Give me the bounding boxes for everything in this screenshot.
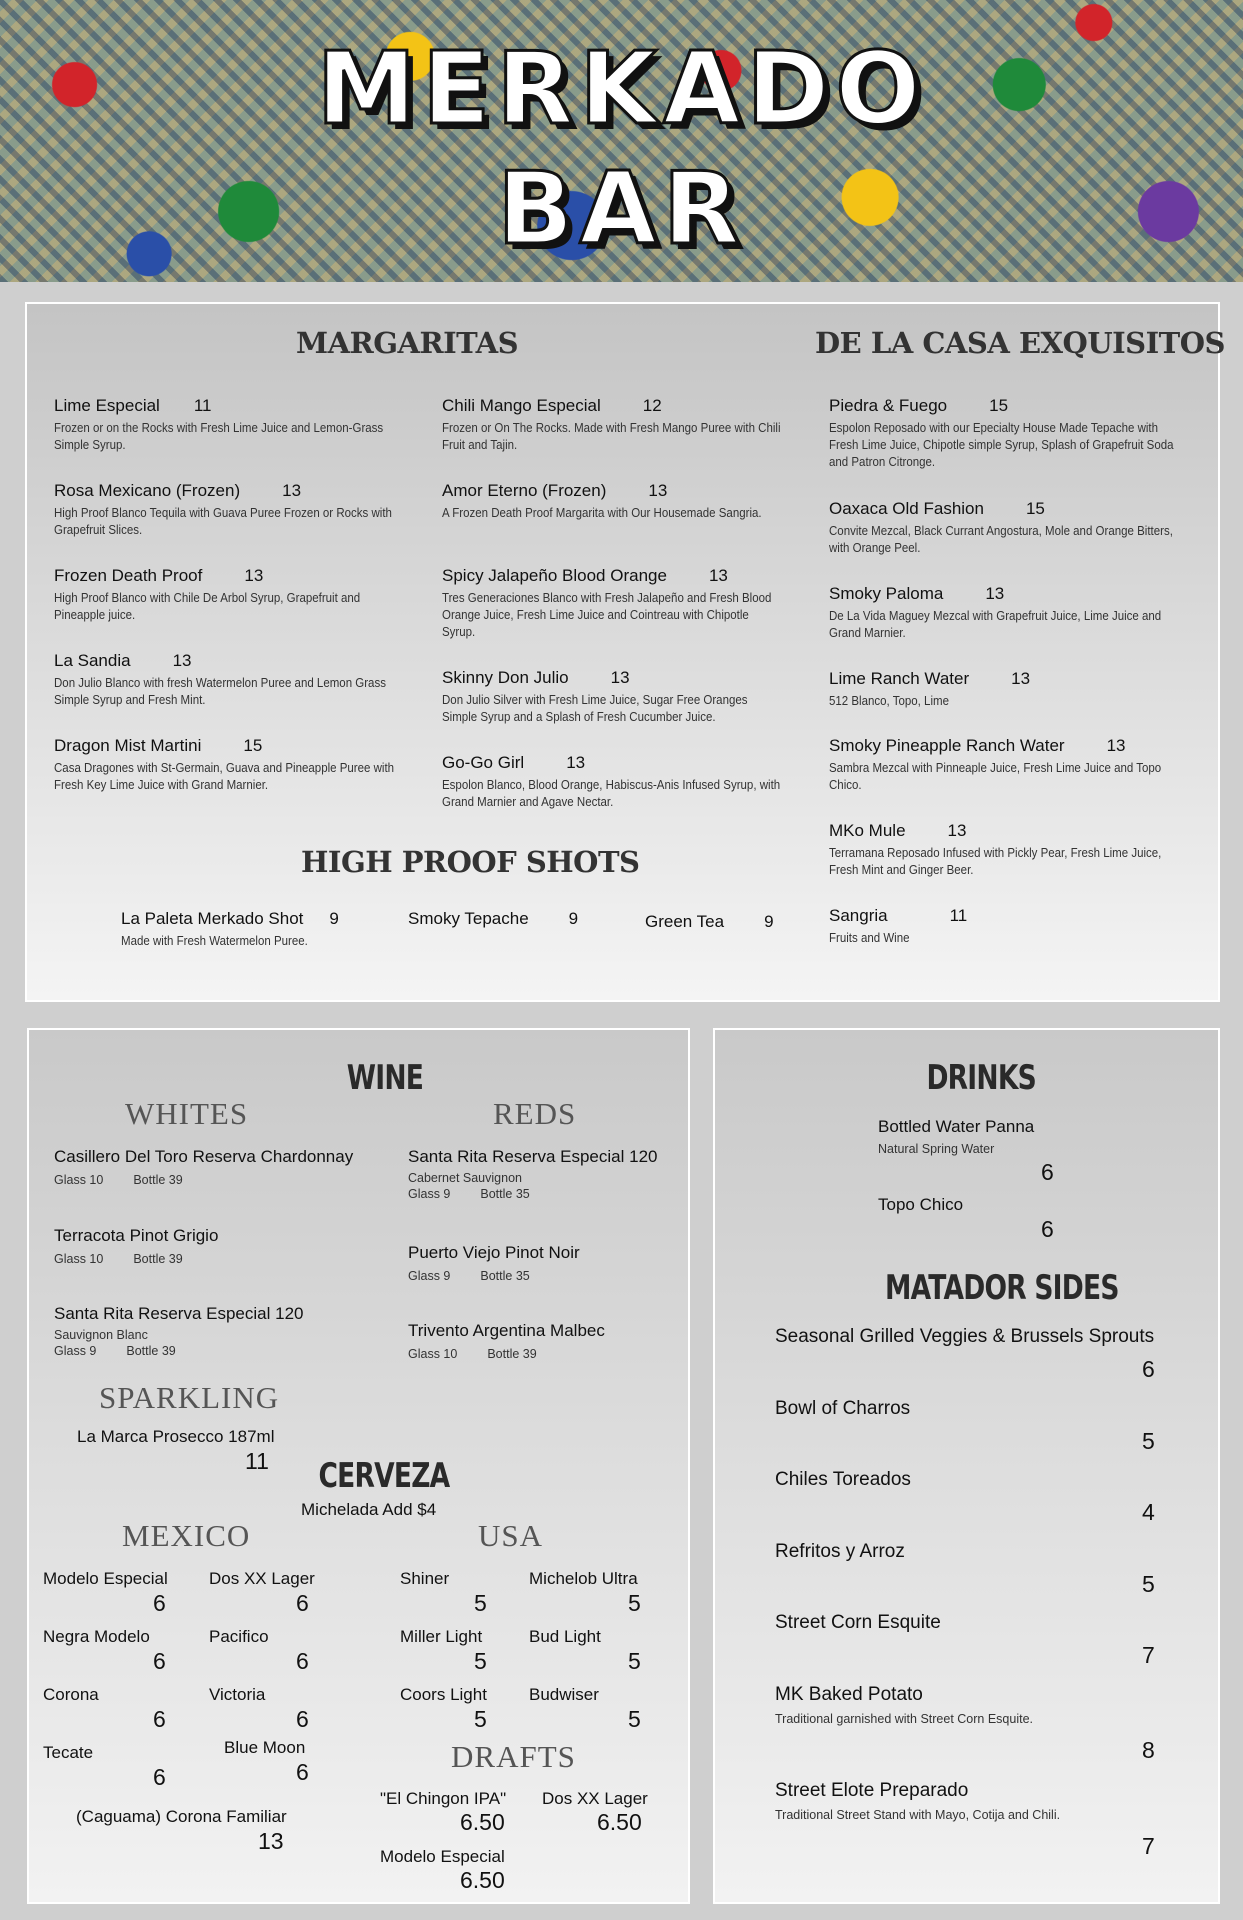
item-description: Tres Generaciones Blanco with Fresh Jalapeño and Fresh Blood Orange Juice, Fresh Lime Juice and Cointreau with Chipotle Syrup. xyxy=(442,591,772,639)
item-price: 11 xyxy=(949,906,968,925)
side-price: 4 xyxy=(1142,1499,1155,1525)
item-price: 15 xyxy=(243,736,263,755)
wine-varietal: Cabernet Sauvignon xyxy=(408,1171,522,1185)
item-name: Oaxaca Old Fashion xyxy=(829,499,984,518)
wine-item xyxy=(54,1147,374,1187)
side-name: Street Elote Preparado xyxy=(775,1780,969,1801)
item-price: 13 xyxy=(610,668,630,687)
menu-item xyxy=(408,909,608,929)
wine-varietal: Sauvignon Blanc xyxy=(54,1328,148,1342)
draft-price: 6.50 xyxy=(460,1809,505,1835)
item-price: 13 xyxy=(648,481,668,500)
wine-item xyxy=(408,1321,678,1361)
menu-item xyxy=(442,753,787,811)
item-price: 13 xyxy=(566,753,586,772)
menu-item xyxy=(829,584,1179,642)
side-price: 7 xyxy=(1142,1833,1155,1859)
side-item xyxy=(775,1780,1175,1822)
menu-item xyxy=(442,668,787,726)
beer-name: Shiner xyxy=(400,1569,450,1588)
bottle-price: Bottle 39 xyxy=(133,1252,183,1266)
wine-name: Terracota Pinot Grigio xyxy=(54,1226,219,1245)
beer-price: 6 xyxy=(296,1706,309,1732)
title-line-2: BAR xyxy=(497,150,746,267)
menu-item xyxy=(54,736,399,794)
wine-item xyxy=(408,1147,678,1201)
draft-price: 6.50 xyxy=(597,1809,642,1835)
item-price: 13 xyxy=(985,584,1005,603)
item-name: Smoky Tepache xyxy=(408,909,529,928)
item-price: 15 xyxy=(989,396,1009,415)
beer-price: 5 xyxy=(628,1706,641,1732)
item-price: 13 xyxy=(1106,736,1126,755)
item-name: Amor Eterno (Frozen) xyxy=(442,481,607,500)
drinks-heading: DRINKS xyxy=(926,1058,1036,1098)
menu-item xyxy=(54,651,399,709)
side-item xyxy=(775,1469,1175,1491)
bottle-price: Bottle 39 xyxy=(126,1344,176,1358)
side-description: Traditional garnished with Street Corn Esquite. xyxy=(775,1712,1034,1726)
title-line-1: MERKADO xyxy=(316,30,927,147)
item-description: Made with Fresh Watermelon Puree. xyxy=(121,934,308,948)
beer-name: Negra Modelo xyxy=(43,1627,150,1646)
item-price: 13 xyxy=(282,481,302,500)
beer-price: 6 xyxy=(296,1648,309,1674)
menu-item xyxy=(645,912,785,932)
item-name: Green Tea xyxy=(645,912,725,931)
menu-item xyxy=(829,396,1179,471)
mexico-heading: MEXICO xyxy=(122,1518,251,1553)
wine-name: Santa Rita Reserva Especial 120 xyxy=(54,1304,304,1323)
beer-price: 13 xyxy=(258,1828,284,1854)
item-description: Casa Dragones with St-Germain, Guava and Pineapple Puree with Fresh Key Lime Juice with Grand Marnier. xyxy=(54,761,395,792)
sparkling-price: 11 xyxy=(245,1448,269,1474)
michelada-note: Michelada Add $4 xyxy=(301,1500,437,1519)
drink-price: 6 xyxy=(1041,1216,1054,1242)
sides-heading: MATADOR SIDES xyxy=(884,1268,1119,1308)
glass-price: Glass 9 xyxy=(408,1187,451,1201)
item-price: 13 xyxy=(172,651,192,670)
side-item xyxy=(775,1398,1175,1420)
beer-name: Modelo Especial xyxy=(43,1569,168,1588)
beer-price: 5 xyxy=(628,1590,641,1616)
item-description: Don Julio Blanco with fresh Watermelon Puree and Lemon Grass Simple Syrup and Fresh Mint. xyxy=(54,676,386,707)
item-name: Spicy Jalapeño Blood Orange xyxy=(442,566,667,585)
wine-item xyxy=(54,1226,374,1266)
casa-heading: DE LA CASA EXQUISITOS xyxy=(815,326,1225,360)
item-name: Piedra & Fuego xyxy=(829,396,948,415)
item-description: Frozen or On The Rocks. Made with Fresh Mango Puree with Chili Fruit and Tajin. xyxy=(442,421,781,452)
menu-item xyxy=(54,481,399,539)
bottle-price: Bottle 39 xyxy=(133,1173,183,1187)
side-name: MK Baked Potato xyxy=(775,1684,923,1705)
item-description: Espolon Reposado with our Epecialty House Made Tepache with Fresh Lime Juice, Chipotle simple Syrup, Splash of Grapefruit Soda and Patron Citronge. xyxy=(829,421,1174,469)
bottle-price: Bottle 35 xyxy=(480,1269,530,1283)
drink-price: 6 xyxy=(1041,1159,1054,1185)
beer-name: (Caguama) Corona Familiar xyxy=(76,1807,287,1826)
item-description: Terramana Reposado Infused with Pickly Pear, Fresh Lime Juice, Fresh Mint and Ginger Beer. xyxy=(829,846,1162,877)
side-item xyxy=(775,1684,1175,1726)
side-item xyxy=(775,1541,1175,1563)
side-name: Bowl of Charros xyxy=(775,1398,911,1419)
side-price: 5 xyxy=(1142,1571,1155,1597)
item-price: 15 xyxy=(1025,499,1045,518)
item-name: La Sandia xyxy=(54,651,131,670)
item-description: Sambra Mezcal with Pinneaple Juice, Fresh Lime Juice and Topo Chico. xyxy=(829,761,1162,792)
bottle-price: Bottle 39 xyxy=(487,1347,537,1361)
menu-item xyxy=(442,481,787,522)
drafts-heading: DRAFTS xyxy=(451,1739,576,1774)
item-price: 13 xyxy=(708,566,728,585)
beer-name: Tecate xyxy=(43,1743,94,1762)
beer-name: Corona xyxy=(43,1685,99,1704)
item-price: 12 xyxy=(642,396,662,415)
sparkling-name: La Marca Prosecco 187ml xyxy=(77,1427,275,1446)
item-name: Lime Ranch Water xyxy=(829,669,970,688)
glass-price: Glass 10 xyxy=(54,1173,104,1187)
draft-price: 6.50 xyxy=(460,1867,505,1893)
menu-item xyxy=(829,821,1179,879)
beer-price: 6 xyxy=(296,1759,309,1785)
drink-name: Topo Chico xyxy=(878,1195,964,1214)
side-name: Refritos y Arroz xyxy=(775,1541,905,1562)
item-description: 512 Blanco, Topo, Lime xyxy=(829,694,949,708)
beer-name: Bud Light xyxy=(529,1627,601,1646)
wine-name: Trivento Argentina Malbec xyxy=(408,1321,605,1340)
draft-name: Dos XX Lager xyxy=(542,1789,648,1808)
beer-name: Dos XX Lager xyxy=(209,1569,315,1588)
glass-price: Glass 10 xyxy=(408,1347,458,1361)
item-description: Espolon Blanco, Blood Orange, Habiscus-Anis Infused Syrup, with Grand Marnier and Agave Nectar. xyxy=(442,778,781,809)
item-name: Sangria xyxy=(829,906,888,925)
beer-price: 5 xyxy=(628,1648,641,1674)
menu-item xyxy=(829,736,1179,794)
item-price: 11 xyxy=(193,396,212,415)
item-description: De La Vida Maguey Mezcal with Grapefruit Juice, Lime Juice and Grand Marnier. xyxy=(829,609,1162,640)
beer-price: 6 xyxy=(153,1590,166,1616)
beer-price: 5 xyxy=(474,1706,487,1732)
whites-heading: WHITES xyxy=(125,1096,249,1131)
menu-item xyxy=(54,396,399,454)
drink-name: Bottled Water Panna xyxy=(878,1117,1035,1136)
side-name: Chiles Toreados xyxy=(775,1469,911,1490)
item-description: High Proof Blanco Tequila with Guava Puree Frozen or Rocks with Grapefruit Slices. xyxy=(54,506,392,537)
glass-price: Glass 9 xyxy=(408,1269,451,1283)
item-description: High Proof Blanco with Chile De Arbol Syrup, Grapefruit and Pineapple juice. xyxy=(54,591,361,622)
wine-name: Puerto Viejo Pinot Noir xyxy=(408,1243,580,1262)
item-name: Rosa Mexicano (Frozen) xyxy=(54,481,241,500)
beer-price: 5 xyxy=(474,1648,487,1674)
shots-heading: HIGH PROOF SHOTS xyxy=(301,845,640,879)
menu-item xyxy=(829,906,1179,947)
wine-item xyxy=(54,1304,374,1358)
side-name: Street Corn Esquite xyxy=(775,1612,941,1633)
beer-price: 6 xyxy=(296,1590,309,1616)
beer-price: 5 xyxy=(474,1590,487,1616)
item-price: 9 xyxy=(568,909,579,928)
item-name: Chili Mango Especial xyxy=(442,396,601,415)
menu-item xyxy=(121,909,381,950)
drink-description: Natural Spring Water xyxy=(878,1142,995,1156)
item-description: A Frozen Death Proof Margarita with Our Housemade Sangria. xyxy=(442,506,762,520)
side-description: Traditional Street Stand with Mayo, Cotija and Chili. xyxy=(775,1808,1061,1822)
beer-price: 6 xyxy=(153,1764,166,1790)
item-description: Convite Mezcal, Black Currant Angostura, Mole and Orange Bitters, with Orange Peel. xyxy=(829,524,1173,555)
beer-name: Blue Moon xyxy=(224,1738,306,1757)
usa-heading: USA xyxy=(478,1518,544,1553)
item-name: Lime Especial xyxy=(54,396,160,415)
item-price: 9 xyxy=(329,909,339,928)
cerveza-heading: CERVEZA xyxy=(318,1456,450,1496)
bottle-price: Bottle 35 xyxy=(480,1187,530,1201)
item-name: La Paleta Merkado Shot xyxy=(121,909,304,928)
wine-name: Casillero Del Toro Reserva Chardonnay xyxy=(54,1147,354,1166)
draft-name: "El Chingon IPA" xyxy=(380,1789,507,1808)
item-name: Go-Go Girl xyxy=(442,753,525,772)
menu-item xyxy=(829,499,1179,557)
item-price: 9 xyxy=(764,912,774,931)
menu-item xyxy=(829,669,1179,710)
beer-price: 6 xyxy=(153,1706,166,1732)
item-price: 13 xyxy=(1011,669,1031,688)
item-description: Fruits and Wine xyxy=(829,931,910,945)
beer-name: Coors Light xyxy=(400,1685,487,1704)
beer-name: Budwiser xyxy=(529,1685,599,1704)
drinks-sides-panel xyxy=(713,1028,1220,1904)
side-price: 5 xyxy=(1142,1428,1155,1454)
menu-item xyxy=(54,566,399,624)
reds-heading: REDS xyxy=(493,1096,577,1131)
item-name: Smoky Paloma xyxy=(829,584,944,603)
glass-price: Glass 9 xyxy=(54,1344,97,1358)
item-name: MKo Mule xyxy=(829,821,906,840)
item-price: 13 xyxy=(947,821,967,840)
side-item xyxy=(775,1326,1175,1348)
beer-name: Miller Light xyxy=(400,1627,483,1646)
item-name: Dragon Mist Martini xyxy=(54,736,202,755)
side-name: Seasonal Grilled Veggies & Brussels Sprouts xyxy=(775,1326,1155,1347)
wine-item xyxy=(408,1243,678,1283)
side-price: 7 xyxy=(1142,1642,1155,1668)
beer-price: 6 xyxy=(153,1648,166,1674)
item-name: Skinny Don Julio xyxy=(442,668,569,687)
draft-name: Modelo Especial xyxy=(380,1847,505,1866)
item-price: 13 xyxy=(244,566,264,585)
menu-item xyxy=(442,396,787,454)
wine-heading: WINE xyxy=(346,1058,424,1098)
item-name: Frozen Death Proof xyxy=(54,566,203,585)
header-banner xyxy=(0,0,1243,282)
beer-name: Pacifico xyxy=(209,1627,269,1646)
glass-price: Glass 10 xyxy=(54,1252,104,1266)
beer-name: Michelob Ultra xyxy=(529,1569,638,1588)
wine-name: Santa Rita Reserva Especial 120 xyxy=(408,1147,658,1166)
margaritas-heading: MARGARITAS xyxy=(296,326,519,360)
menu-item xyxy=(442,566,787,641)
item-description: Frozen or on the Rocks with Fresh Lime Juice and Lemon-Grass Simple Syrup. xyxy=(54,421,384,452)
item-description: Don Julio Silver with Fresh Lime Juice, Sugar Free Oranges Simple Syrup and a Splash of Fresh Cucumber Juice. xyxy=(442,693,748,724)
beer-name: Victoria xyxy=(209,1685,266,1704)
sparkling-heading: SPARKLING xyxy=(99,1380,280,1415)
side-price: 8 xyxy=(1142,1737,1155,1763)
item-name: Smoky Pineapple Ranch Water xyxy=(829,736,1065,755)
side-price: 6 xyxy=(1142,1356,1155,1382)
side-item xyxy=(775,1612,1175,1634)
